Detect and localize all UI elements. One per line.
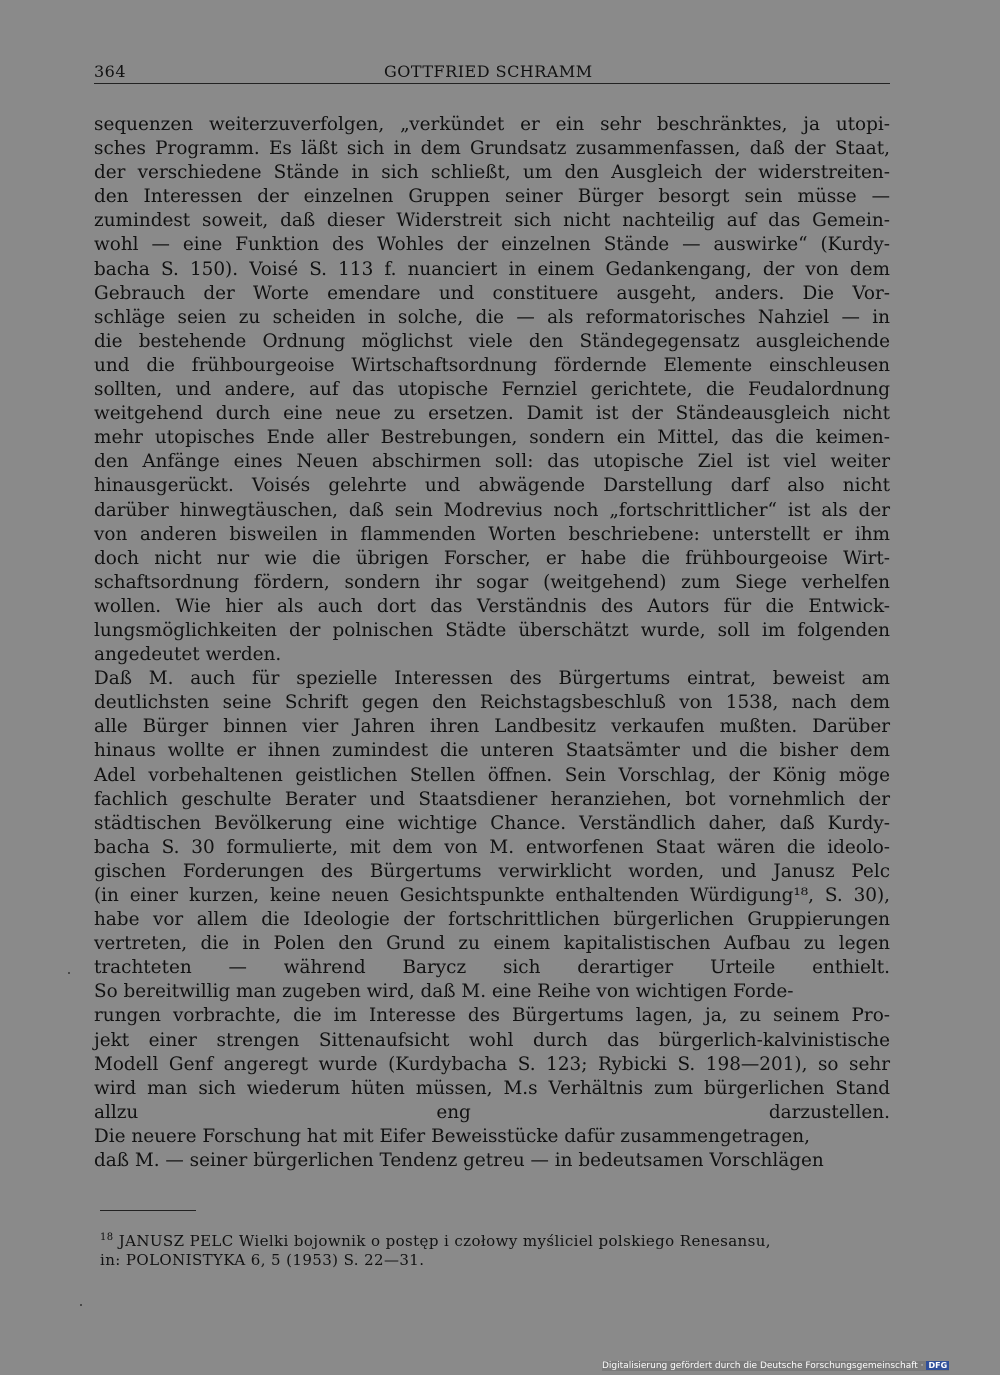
body-line: und die frühbourgeoise Wirtschaftsordnung fördernde Elemente einschleusen bbox=[94, 354, 890, 376]
body-line: daß M. — seiner bürgerlichen Tendenz getreu — in bedeutsamen Vorschlägen bbox=[94, 1150, 824, 1172]
body-line: zumindest soweit, daß dieser Widerstreit sich nicht nachteilig auf das Gemein- bbox=[94, 210, 890, 232]
body-line: Modell Genf angeregt wurde (Kurdybacha S. 123; Rybicki S. 198—201), so sehr bbox=[94, 1053, 890, 1075]
credit-text: Digitalisierung gefördert durch die Deutsche Forschungsgemeinschaft · bbox=[602, 1361, 924, 1371]
body-line: So bereitwillig man zugeben wird, daß M. eine Reihe von wichtigen Forde- bbox=[94, 981, 794, 1003]
body-line: Gebrauch der Worte emendare und constituere ausgeht, anders. Die Vor- bbox=[94, 282, 890, 304]
body-line: den Interessen der einzelnen Gruppen seiner Bürger besorgt sein müsse — bbox=[94, 186, 890, 208]
body-line: gischen Forderungen des Bürgertums verwirklicht worden, und Janusz Pelc bbox=[94, 860, 890, 882]
digitization-credit bbox=[602, 1361, 949, 1371]
body-line: deutlichsten seine Schrift gegen den Reichstagsbeschluß von 1538, nach dem bbox=[94, 692, 890, 714]
body-line: hinausgerückt. Voisés gelehrte und abwägende Darstellung darf also nicht bbox=[94, 475, 890, 497]
body-line: mehr utopisches Ende aller Bestrebungen, sondern ein Mittel, das die keimen- bbox=[94, 427, 890, 449]
body-line: fachlich geschulte Berater und Staatsdiener heranziehen, bot vornehmlich der bbox=[94, 788, 890, 810]
body-line: wohl — eine Funktion des Wohles der einzelnen Stände — auswirke“ (Kurdy- bbox=[94, 234, 890, 256]
body-line: rungen vorbrachte, die im Interesse des Bürgertums lagen, ja, zu seinem Pro- bbox=[94, 1005, 890, 1027]
body-line: weitgehend durch eine neue zu ersetzen. Damit ist der Ständeausgleich nicht bbox=[94, 403, 890, 425]
footnote-rule bbox=[100, 1210, 196, 1211]
scan-speck bbox=[80, 1304, 82, 1306]
body-line: doch nicht nur wie die übrigen Forscher, er habe die frühbourgeoise Wirt- bbox=[94, 547, 890, 569]
body-line: städtischen Bevölkerung eine wichtige Chance. Verständlich daher, daß Kurdy- bbox=[94, 812, 890, 834]
body-line: sequenzen weiterzuverfolgen, „verkündet er ein sehr beschränktes, ja utopi- bbox=[94, 114, 890, 135]
body-line: bacha S. 30 formulierte, mit dem von M. entworfenen Staat wären die ideolo- bbox=[94, 836, 890, 858]
body-line: wollen. Wie hier als auch dort das Verständnis des Autors für die Entwick- bbox=[94, 595, 890, 617]
body-line: schaftsordnung fördern, sondern ihr sogar (weitgehend) zum Siege verhelfen bbox=[94, 571, 890, 593]
body-line: hinaus wollte er ihnen zumindest die unteren Staatsämter und die bisher dem bbox=[94, 740, 890, 762]
body-line: bacha S. 150). Voisé S. 113 f. nuanciert in einem Gedankengang, der von dem bbox=[94, 258, 890, 280]
body-line: allzu eng darzustellen. bbox=[94, 1101, 890, 1123]
body-line: (in einer kurzen, keine neuen Gesichtspunkte enthaltenden Würdigung¹⁸, S. 30), bbox=[94, 885, 890, 906]
footnote-line-1 bbox=[100, 1227, 896, 1249]
scan-speck bbox=[68, 972, 70, 974]
body-line: lungsmöglichkeiten der polnischen Städte überschätzt wurde, soll im folgenden bbox=[94, 619, 890, 641]
footnote-text-1: JANUSZ PELC Wielki bojownik o postęp i czołowy myśliciel polskiego Renesansu, bbox=[118, 1232, 771, 1250]
body-line: alle Bürger binnen vier Jahren ihren Landbesitz verkaufen mußten. Darüber bbox=[94, 716, 890, 738]
body-line: jekt einer strengen Sittenaufsicht wohl durch das bürgerlich-kalvinistische bbox=[94, 1029, 890, 1051]
body-text bbox=[94, 113, 890, 1173]
body-line: Die neuere Forschung hat mit Eifer Beweisstücke dafür zusammengetragen, bbox=[94, 1125, 810, 1147]
footnote bbox=[100, 1227, 896, 1271]
body-line: die bestehende Ordnung möglichst viele den Ständegegensatz ausgleichende bbox=[94, 330, 890, 352]
running-title: GOTTFRIED SCHRAMM bbox=[384, 62, 593, 81]
body-line: den Anfänge eines Neuen abschirmen soll: das utopische Ziel ist viel weiter bbox=[94, 451, 890, 473]
footnote-line-2: in: POLONISTYKA 6, 5 (1953) S. 22—31. bbox=[100, 1251, 425, 1269]
body-line: sollten, und andere, auf das utopische Fernziel gerichtete, die Feudalordnung bbox=[94, 379, 890, 401]
header-rule bbox=[94, 83, 890, 84]
body-line: angedeutet werden. bbox=[94, 644, 282, 666]
body-line: von anderen bisweilen in flammenden Worten beschriebene: unterstellt er ihm bbox=[94, 523, 890, 545]
footnote-marker: 18 bbox=[100, 1232, 114, 1243]
page-number: 364 bbox=[94, 62, 127, 81]
dfg-logo: DFG bbox=[928, 1361, 948, 1370]
body-line: sches Programm. Es läßt sich in dem Grundsatz zusammenfassen, daß der Staat, bbox=[94, 138, 890, 160]
body-line: darüber hinwegtäuschen, daß sein Modrevius noch „fortschrittlicher“ ist als der bbox=[94, 499, 890, 521]
body-line: habe vor allem die Ideologie der fortschrittlichen bürgerlichen Gruppierungen bbox=[94, 909, 890, 931]
body-line: wird man sich wiederum hüten müssen, M.s Verhältnis zum bürgerlichen Stand bbox=[94, 1077, 890, 1099]
body-line: vertreten, die in Polen den Grund zu einem kapitalistischen Aufbau zu legen bbox=[94, 933, 890, 955]
body-line: trachteten — während Barycz sich derartiger Urteile enthielt. bbox=[94, 957, 890, 979]
body-line: der verschiedene Stände in sich schließt, um den Ausgleich der widerstreiten- bbox=[94, 162, 890, 184]
body-line: Daß M. auch für spezielle Interessen des Bürgertums eintrat, beweist am bbox=[94, 668, 890, 690]
page-header bbox=[94, 62, 890, 82]
body-line: Adel vorbehaltenen geistlichen Stellen öffnen. Sein Vorschlag, der König möge bbox=[94, 764, 890, 786]
body-line: schläge seien zu scheiden in solche, die — als reformatorisches Nahziel — in bbox=[94, 306, 890, 328]
